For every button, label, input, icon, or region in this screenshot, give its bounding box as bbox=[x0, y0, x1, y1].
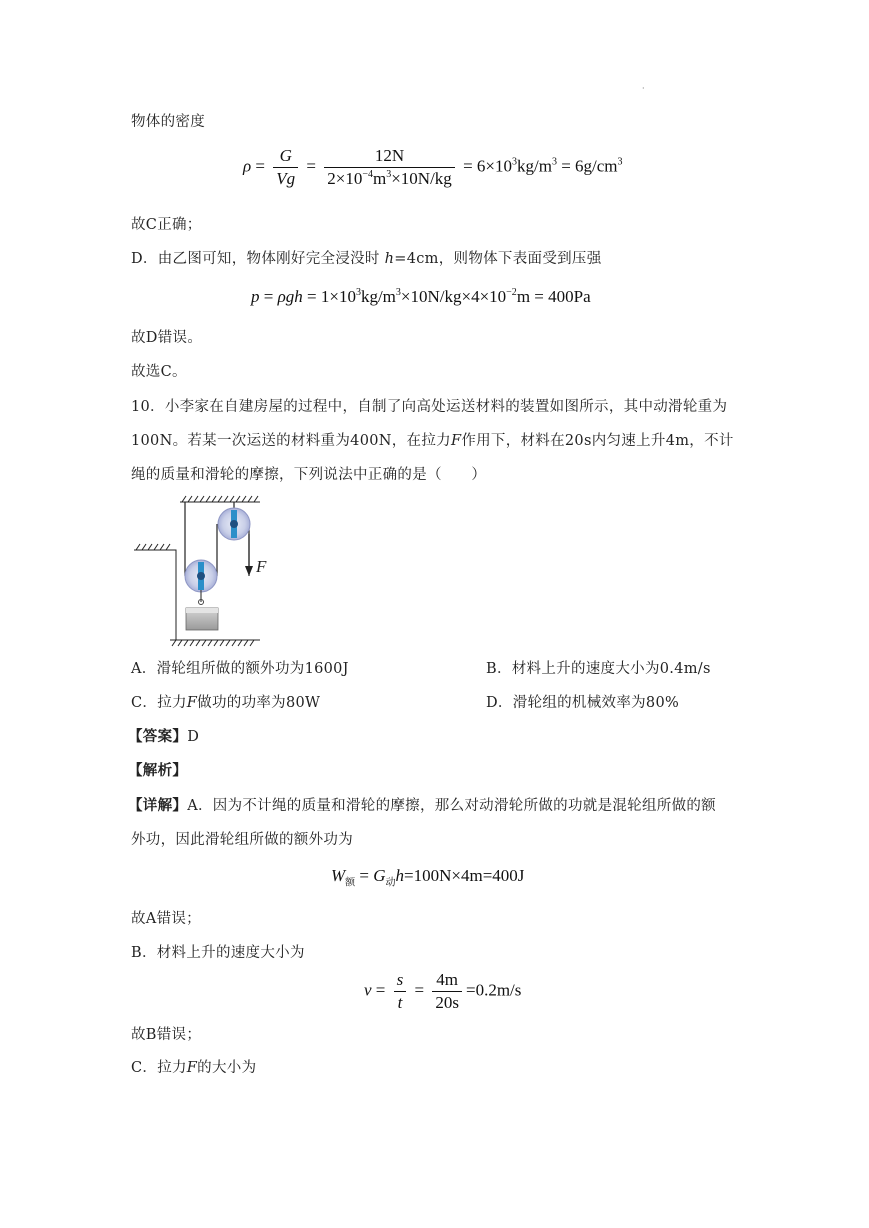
ground bbox=[170, 640, 260, 646]
ceiling bbox=[180, 496, 260, 502]
q10-line2: 100N。若某一次运送的材料重为400N，在拉力F作用下，材料在20s内匀速上升4m，不计 bbox=[131, 433, 734, 449]
q10-line1: 10．小李家在自建房屋的过程中，自制了向高处运送材料的装置如图所示，其中动滑轮重为 bbox=[131, 399, 728, 415]
material-box bbox=[186, 608, 218, 630]
b-wrong: 故B错误； bbox=[131, 1027, 202, 1043]
c-correct: 故C正确； bbox=[131, 217, 202, 233]
pulley-diagram bbox=[128, 490, 278, 650]
pressure-formula: $p = \rho gh = 1\times 10^3kg/m^3\times 10N/kg\times 4\times 10^{-2}m = 400Pa$ bbox=[251, 287, 591, 306]
d-intro: D．由乙图可知，物体刚好完全浸没时 h=4cm，则物体下表面受到压强 bbox=[131, 251, 602, 267]
numeric-fraction: $\frac{12N}{2\times 10^{-4}m^3\times 10N/kg}$ bbox=[324, 146, 455, 189]
density-formula: ρ = $\frac{G}{Vg}$ = $\frac{12N}{2\times 10^{-4}m^3\times 10N/kg}$ = $6\times 10^3kg/m^3 = 6g/cm^3$ bbox=[243, 146, 623, 188]
detail-line2: 外功，因此滑轮组所做的额外功为 bbox=[131, 832, 353, 848]
option-d: D．滑轮组的机械效率为80% bbox=[486, 695, 680, 711]
option-c: C．拉力F做功的功率为80W bbox=[131, 695, 321, 711]
c-intro: C．拉力F的大小为 bbox=[131, 1060, 257, 1076]
rho-symbol: ρ bbox=[243, 156, 252, 176]
fixed-pulley bbox=[218, 508, 250, 540]
speed-formula: v = $\frac{s}{t}$ = $\frac{4m}{20s}$ =0.2m/s bbox=[364, 970, 522, 1012]
choose-c: 故选C。 bbox=[131, 364, 187, 380]
ledge bbox=[134, 544, 176, 640]
density-label: 物体的密度 bbox=[131, 114, 205, 130]
movable-pulley bbox=[185, 560, 217, 592]
force-label: F bbox=[256, 557, 267, 576]
detail-line1: 【详解】A．因为不计绳的质量和滑轮的摩擦，那么对动滑轮所做的功就是混轮组所做的额 bbox=[128, 797, 716, 814]
b-intro: B．材料上升的速度大小为 bbox=[131, 945, 305, 961]
option-b: B．材料上升的速度大小为0.4m/s bbox=[486, 661, 711, 677]
g-over-vg: $\frac{G}{Vg}$ bbox=[273, 146, 298, 189]
d-wrong: 故D错误。 bbox=[131, 330, 203, 346]
analysis-heading: 【解析】 bbox=[128, 762, 188, 779]
page-mark: · bbox=[642, 84, 645, 93]
force-arrow bbox=[245, 534, 253, 576]
option-a: A．滑轮组所做的额外功为1600J bbox=[131, 661, 349, 677]
a-wrong: 故A错误； bbox=[131, 911, 201, 927]
q10-line3: 绳的质量和滑轮的摩擦，下列说法中正确的是（ ） bbox=[131, 467, 487, 483]
answer: 【答案】D bbox=[128, 728, 200, 745]
extra-work-formula: $W_额 = G_动h=100N\times 4m=400J$ bbox=[331, 866, 525, 889]
